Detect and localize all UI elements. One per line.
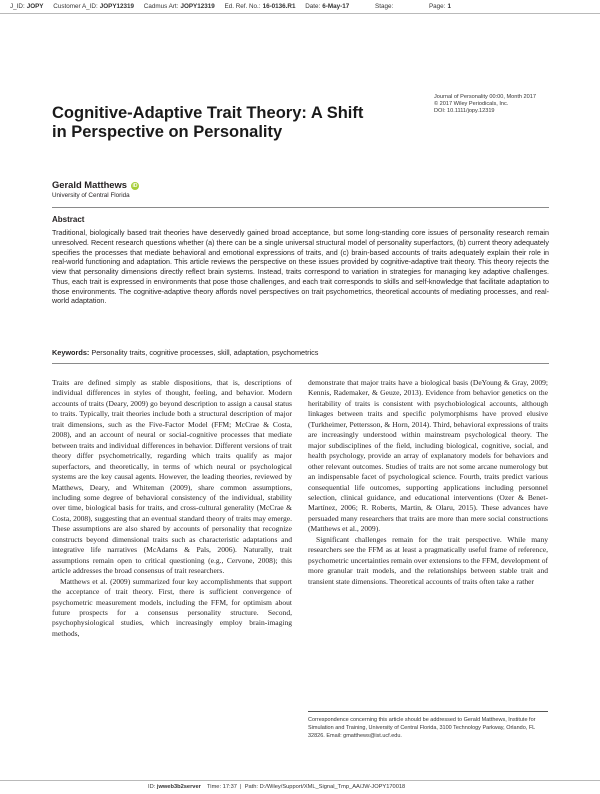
abstract-heading: Abstract	[52, 215, 85, 224]
page-label: Page:	[428, 3, 446, 10]
footer-divider	[0, 780, 600, 781]
customer-label: Customer A_ID:	[53, 3, 98, 10]
page-value: 1	[447, 3, 451, 10]
server-id-label: ID:	[148, 784, 156, 790]
path-label: Path:	[244, 784, 258, 790]
production-header	[10, 3, 590, 10]
body-paragraph: Traits are defined simply as stable dispositions, that is, descriptions of individual differences in styles of thought, feeling, and behavior. Modern accounts of traits (Deary, 2009) go beyond description to assign a causal status to traits. Typically, trait theories include both a structural description of major trait dimensions, such as the Five-Factor Model (FFM; McCrae & Costa, 2008), and an account of neural or social-cognitive processes that mediate between traits and individual differences in behavior. Different versions of trait theory differ psychometrically, regarding which traits qualify as major superfactors, and theoretically, in terms of which neural or psychological systems are the key causal agents. However, the leading theories, reviewed by Matthews, Deary, and Whiteman (2009), share common assumptions, including some degree of behavioral consistency of the individual, stability over time, biological basis for traits, and cross-cultural generality (McCrae & Costa, 2008), suggesting that an eventual standard theory of traits may emerge. These assumptions are also shared by accounts of personality that recognize constructs beyond dimensional traits such as characteristic adaptations and integrative life narratives (McAdams & Pals, 2006). Naturally, trait assumptions remain open to critical questioning (e.g., Cervone, 2008); this article addresses the broad consensus of trait researchers.	[52, 378, 292, 576]
jid-value: JOPY	[26, 3, 44, 10]
article-title: Cognitive-Adaptive Trait Theory: A Shift in Perspective on Personality	[52, 104, 364, 141]
body-paragraph: Significant challenges remain for the trait perspective. While many researchers see the FFM as at least a pragmatically useful frame of reference, psychometric uncertainties remain over extensions to the FFM, development of more granular trait models, and the relationships between stable trait and transient state dimensions. Theoretical accounts of traits often take a rather	[308, 534, 548, 586]
customer-value: JOPY12319	[99, 3, 135, 10]
keywords-list: Personality traits, cognitive processes, skill, adaptation, psychometrics	[91, 348, 319, 357]
keywords-label: Keywords:	[52, 348, 90, 357]
journal-citation: Journal of Personality 00:00, Month 2017	[434, 94, 536, 100]
body-paragraph: Matthews et al. (2009) summarized four key accomplishments that support the acceptance of trait theory. First, there is sufficient convergence of psychometric measurement models, including the FFM, for optimism about future prospects for a consensus personality structure. Second, psychophysiological studies, which increasingly employ brain-imaging methods,	[52, 576, 292, 638]
ed-ref-label: Ed. Ref. No.:	[224, 3, 261, 10]
production-footer: ID: jwweb3b2server Time: 17:37 | Path: D:/Wiley/Support/XML_Signal_Tmp_AA/JW-JOPY170018	[148, 784, 406, 790]
footnote-rule	[308, 711, 548, 712]
author-name: Gerald Matthews	[52, 179, 128, 190]
stage-label: Stage:	[375, 3, 394, 10]
copyright-line: © 2017 Wiley Periodicals, Inc.	[434, 101, 509, 108]
date-label: Date:	[305, 3, 321, 10]
path-value: D:/Wiley/Support/XML_Signal_Tmp_AA/JW-JOPY170018	[259, 784, 406, 790]
orcid-icon[interactable]: iD	[132, 183, 138, 189]
date-value: 6-May-17	[322, 3, 350, 10]
body-column-left	[52, 378, 292, 639]
author-line	[52, 179, 139, 190]
time-value: 17:37	[222, 784, 237, 790]
body-column-right	[308, 378, 548, 587]
abstract-top-rule	[52, 207, 549, 208]
abstract-bottom-rule	[52, 363, 549, 364]
cadmus-label: Cadmus Art:	[143, 3, 179, 10]
header-divider	[0, 13, 600, 14]
author-affiliation: University of Central Florida	[52, 192, 130, 199]
ed-ref-value: 16-0136.R1	[262, 3, 296, 10]
correspondence-footnote: Correspondence concerning this article should be addressed to Gerald Matthews, Institute for Simulation and Training, University of Central Florida, 3100 Technology Parkway, Orlando, FL 32826. Email: gmatthews@ist.ucf.edu.	[308, 717, 536, 739]
doi-line: DOI: 10.1111/jopy.12319	[434, 108, 495, 115]
journal-info	[434, 94, 594, 115]
body-paragraph: demonstrate that major traits have a biological basis (DeYoung & Gray, 2009; Kennis, Rademaker, & Geuze, 2013). Evidence from behavior genetics on the heritability of traits is consistent with psychobiological accounts, although linkages between traits and specific polymorphisms have proved elusive (Turkheimer, Pettersson, & Horn, 2014). Third, behavioral expressions of traits are increasingly understood within mainstream psychological theory. The major subdisciplines of the field, including biological, cognitive, social, and health psychology, provide an array of explanatory models for behaviors and other relevant outcomes. Studies of traits are not some arcane numerology but an indispensable facet of psychological science. Fourth, traits predict various consequential life outcomes, supporting applications including personnel selection, clinical guidance, and educational interventions (Ozer & Benet-Martínez, 2006; R. Roberts, Martin, & Olaru, 2015). These advances have persuaded many researchers that traits are more than mere social constructions (Matthews et al., 2009).	[308, 378, 548, 534]
keywords	[52, 348, 549, 357]
server-id-value: jwweb3b2server	[156, 784, 201, 790]
time-label: Time:	[207, 784, 222, 790]
jid-label: J_ID:	[10, 3, 25, 10]
abstract-text: Traditional, biologically based trait theories have deservedly gained broad acceptance, but some long-standing core issues of personality research remain unresolved. Recent research questions whether (a) there can be a single universal structural model of personality superfactors, (b) current theory adequately specifies the processes that mediate behavioral and emotional expressions of traits, and (c) brain-based accounts of traits adequately explain their role in real-world functioning and adaptation. This article reviews the perspective on these issues provided by cognitive-adaptive trait theory. This theory rejects the view that personality dimensions directly reflect brain systems. Instead, traits correspond to variation in strategies for managing key adaptive challenges. Thus, each trait is expressed in environments that pose those challenges, and each trait corresponds to skills and self-knowledge that facilitate adaptation to those environments. The cognitive-adaptive theory affords novel perspectives on trait psychometrics, theoretical accounts of mediating processes, and real-world adaptation.	[52, 229, 549, 306]
cadmus-value: JOPY12319	[180, 3, 215, 10]
